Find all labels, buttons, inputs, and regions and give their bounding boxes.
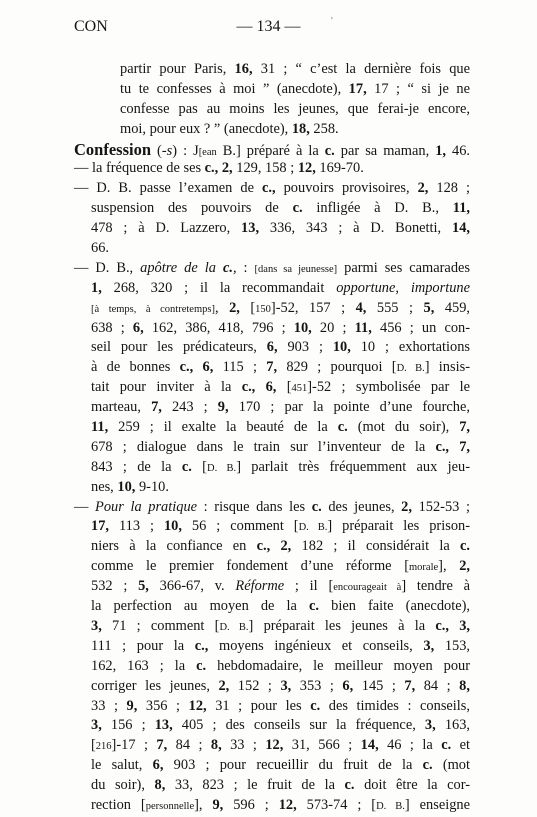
text-line: nes, 10, 9-10.: [91, 478, 169, 495]
print-mark: ': [331, 16, 333, 27]
text-line: — D. B. passe l’examen de c., pouvoirs provisoires, 2, 128 ;: [74, 180, 471, 197]
text-line: Confession (-s) : J[ean B.] préparé à la c. par sa maman, 1, 46.: [74, 139, 470, 159]
text-line: le salut, 6, 903 ; pour recueillir du fruit de la c. (mot: [91, 757, 470, 774]
text-line: 638 ; 6, 162, 386, 418, 796 ; 10, 20 ; 11, 456 ; un con-: [91, 319, 471, 336]
text-line: 66.: [91, 240, 109, 257]
text-line: partir pour Paris, 16, 31 ; “ c’est la dernière fois que: [120, 61, 471, 77]
text-line: 478 ; à D. Lazzero, 13, 336, 343 ; à D. Bonetti, 14,: [91, 220, 470, 237]
page-number: — 134 —: [236, 18, 301, 35]
text-line: tait pour inviter à la c., 6, [451]-52 ; symbolisée par le: [91, 379, 471, 396]
text-line: — D. B., apôtre de la c., : [dans sa jeunesse] parmi ses camarades: [74, 259, 471, 276]
text-line: rection [personnelle], 9, 596 ; 12, 573-74 ; [D. B.] enseigne: [91, 796, 470, 813]
text-line: 11, 259 ; il exalte la beauté de la c. (mot du soir), 7,: [91, 419, 471, 436]
text-line: 162, 163 ; la c. hebdomadaire, le meilleur moyen pour: [91, 657, 470, 674]
text-line: — Pour la pratique : risque dans les c. des jeunes, 2, 152-53 ;: [74, 498, 470, 515]
text-line: [216]-17 ; 7, 84 ; 8, 33 ; 12, 31, 566 ; 14, 46 ; la c. et: [91, 737, 471, 754]
text-line: moi, pour eux ? ” (anecdote), 18, 258.: [120, 120, 339, 137]
index-text: [74, 60, 470, 816]
page-header: [0, 18, 537, 42]
text-line: niers à la confiance en c., 2, 182 ; il considérait la c.: [91, 538, 470, 555]
text-line: suspension des pouvoirs de c. infligée à D. B., 11,: [91, 200, 470, 217]
text-line: 33 ; 9, 356 ; 12, 31 ; pour les c. des timides : conseils,: [91, 697, 470, 714]
text-line: la perfection au moyen de la c. bien faite (anecdote),: [91, 598, 470, 615]
text-line: 532 ; 5, 366-67, v. Réforme ; il [encourageait à] tendre à: [91, 578, 470, 595]
text-line: confesse pas au moins les jeunes, que ferai-je encore,: [120, 100, 470, 117]
text-line: du soir), 8, 33, 823 ; le fruit de la c. doit être la cor-: [91, 777, 471, 794]
text-line: 1, 268, 320 ; il la recommandait opportune, importune: [91, 279, 470, 296]
text-line: marteau, 7, 243 ; 9, 170 ; par la pointe d’une fourche,: [91, 399, 470, 416]
text-line: 3, 71 ; comment [D. B.] préparait les jeunes à la c., 3,: [91, 617, 470, 634]
text-line: 843 ; de la c. [D. B.] parlait très fréquemment aux jeu-: [91, 458, 471, 475]
text-line: à de bonnes c., 6, 115 ; 7, 829 ; pourquoi [D. B.] insis-: [91, 359, 470, 376]
text-line: [à temps, à contretemps], 2, [150]-52, 157 ; 4, 555 ; 5, 459,: [91, 299, 471, 316]
text-line: — la fréquence de ses c., 2, 129, 158 ; 12, 169-70.: [74, 160, 364, 177]
text-line: seil pour les prédicateurs, 6, 903 ; 10, 10 ; exhortations: [91, 339, 470, 356]
text-line: 111 ; pour la c., moyens ingénieux et conseils, 3, 153,: [91, 637, 470, 654]
text-line: corriger les jeunes, 2, 152 ; 3, 353 ; 6, 145 ; 7, 84 ; 8,: [91, 677, 470, 694]
text-line: 17, 113 ; 10, 56 ; comment [D. B.] préparait les prison-: [91, 518, 471, 535]
text-line: 678 ; dialogue dans le train sur l’inventeur de la c., 7,: [91, 438, 470, 455]
text-line: 3, 156 ; 13, 405 ; des conseils sur la fréquence, 3, 163,: [91, 717, 471, 734]
text-line: comme le premier fondement d’une réforme [morale], 2,: [91, 558, 470, 575]
text-line: tu te confesses à moi ” (anecdote), 17, 17 ; “ si je ne: [120, 80, 470, 97]
running-head: CON: [74, 18, 108, 35]
